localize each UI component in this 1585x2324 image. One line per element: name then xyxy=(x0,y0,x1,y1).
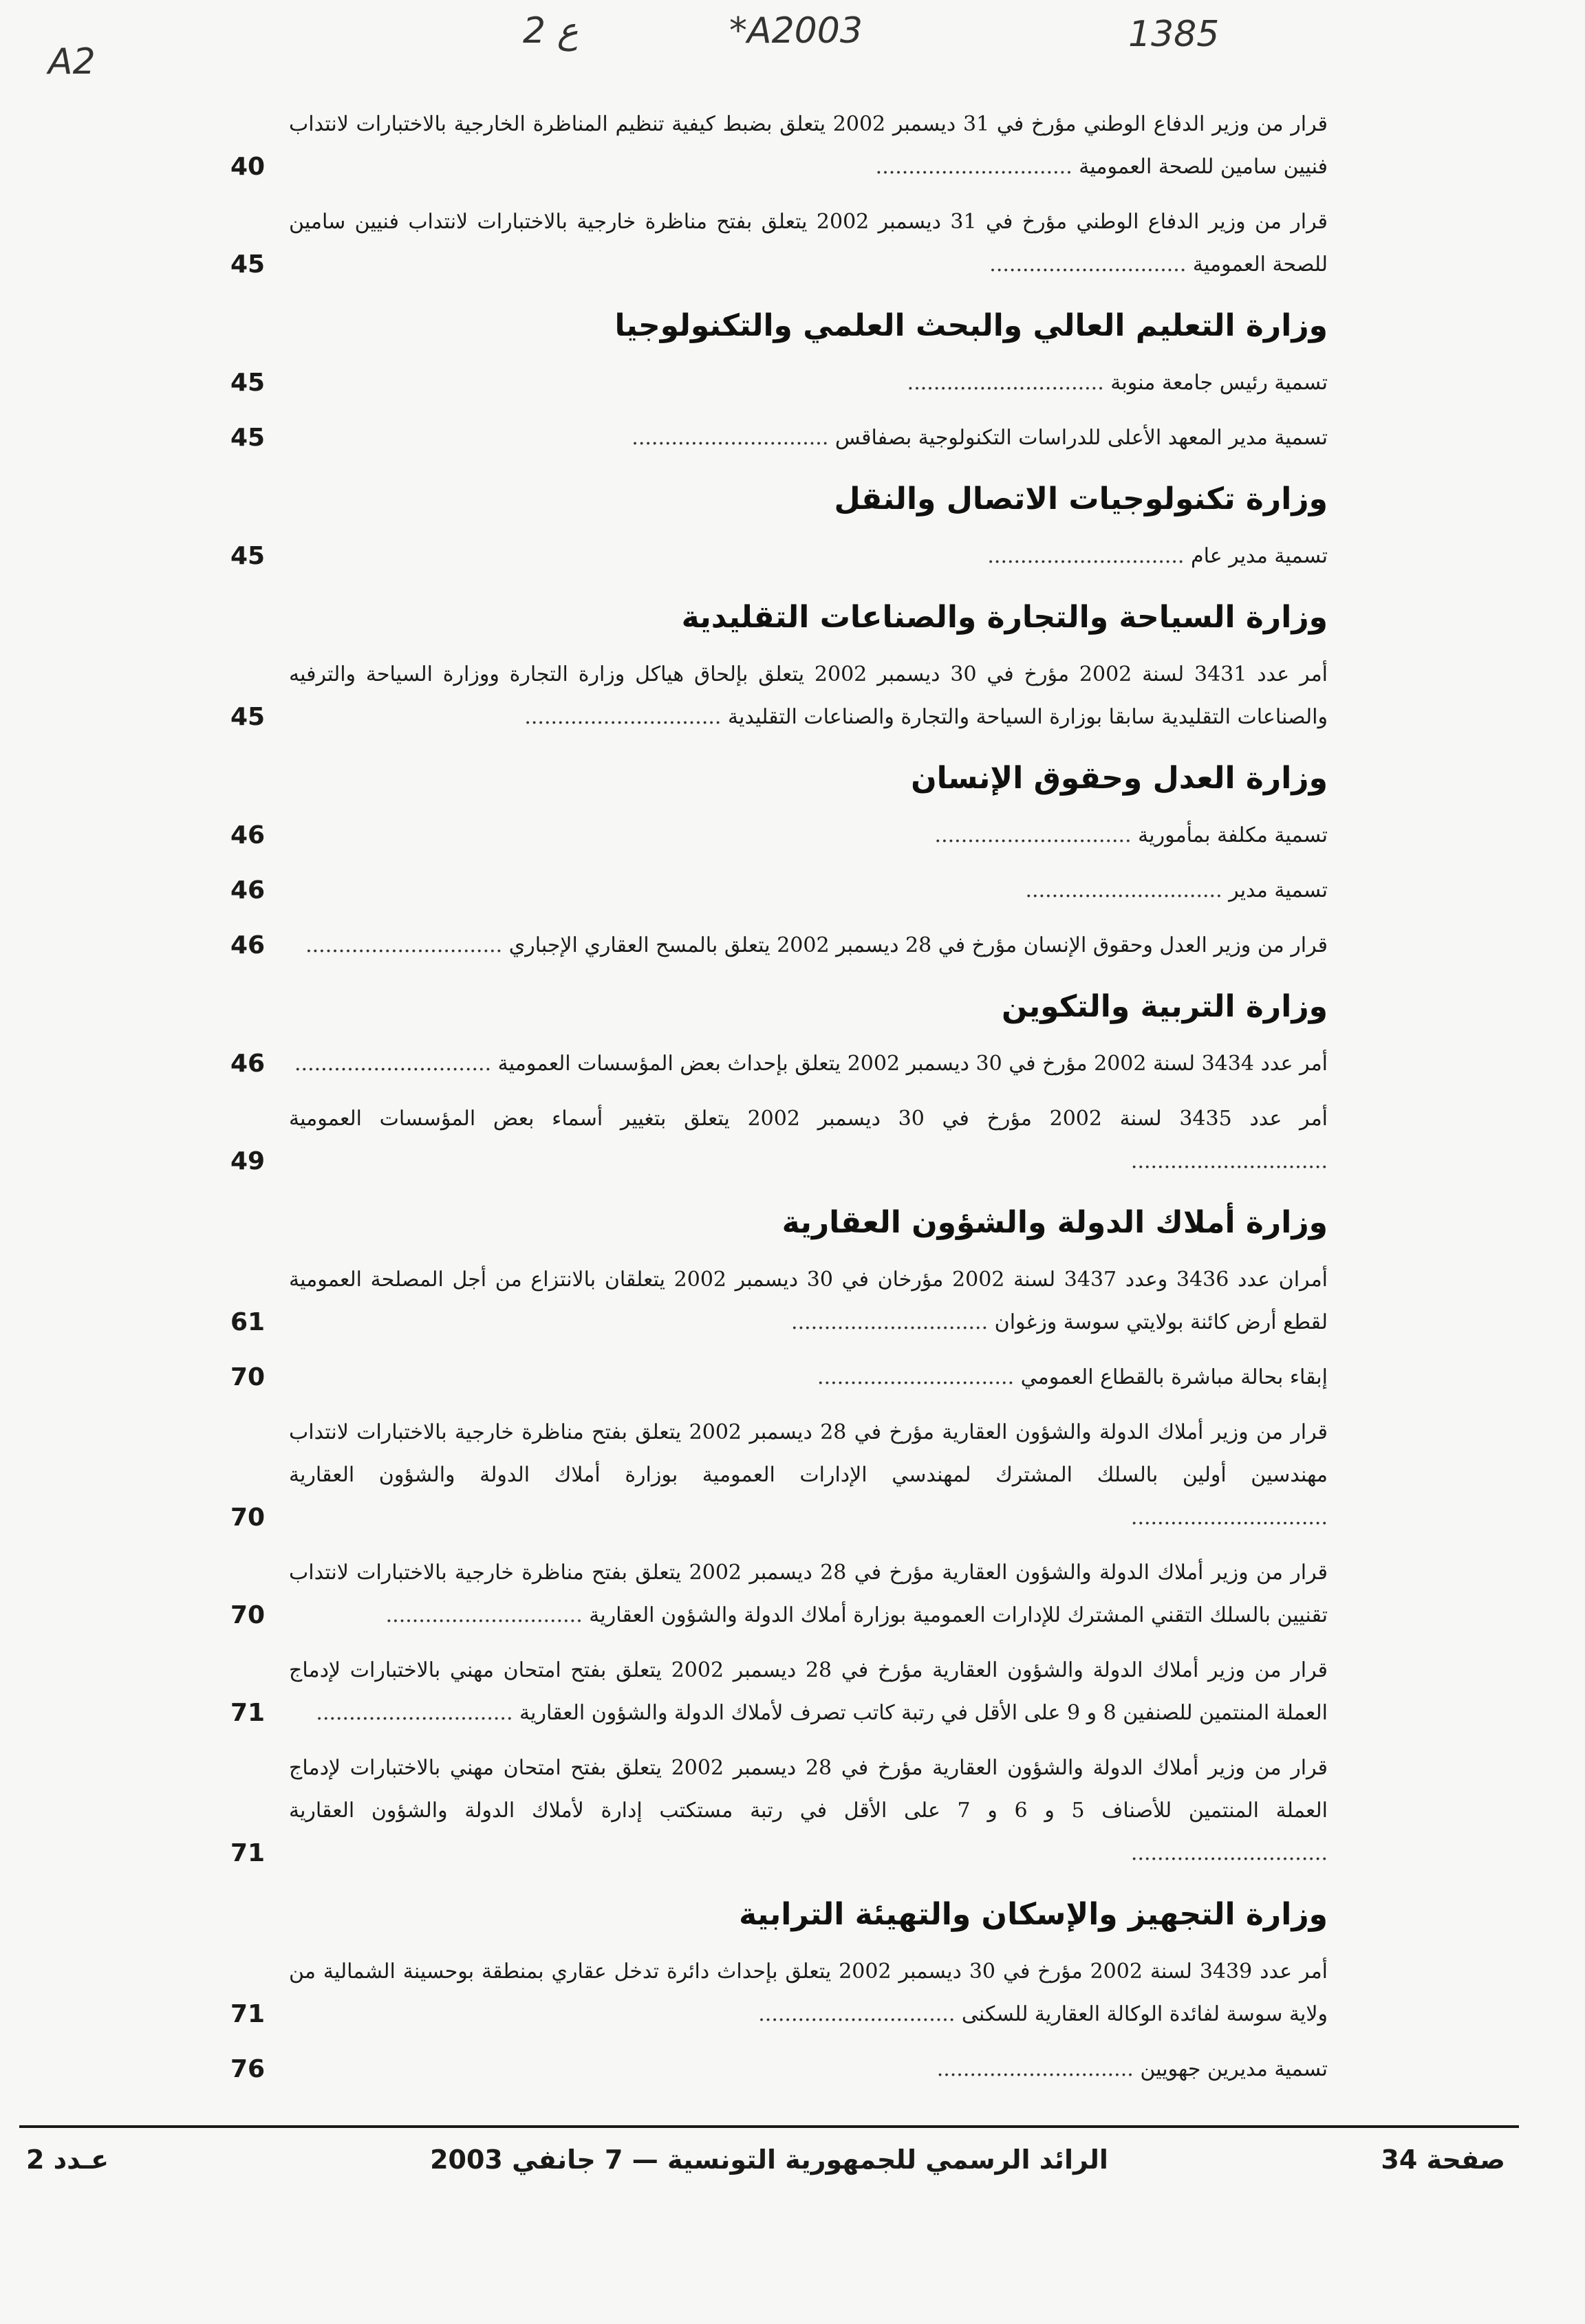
toc-entry xyxy=(206,1552,1328,1637)
section-title: وزارة السياحة والتجارة والصناعات التقليدية xyxy=(681,600,1328,635)
leader-dots: .............................. xyxy=(989,252,1193,276)
leader-dots: .............................. xyxy=(1130,1841,1328,1865)
toc-entry xyxy=(206,1649,1328,1735)
entry-page-number: 46 xyxy=(230,821,266,849)
entry-description: قرار من وزير العدل وحقوق الإنسان مؤرخ في 28 ديسمبر 2002 يتعلق بالمسح العقاري الإجباري xyxy=(508,933,1328,957)
entry-page-number: 45 xyxy=(230,542,266,570)
handwritten-note-top-mid1: 2 ع xyxy=(523,10,579,52)
toc-entry xyxy=(206,1259,1328,1344)
table-of-contents xyxy=(206,103,1328,2103)
section-title: وزارة أملاك الدولة والشؤون العقارية xyxy=(781,1205,1328,1240)
entry-text xyxy=(289,1043,1328,1085)
entry-description: تسمية مكلفة بمأمورية xyxy=(1138,823,1328,847)
toc-entry xyxy=(206,2048,1328,2091)
leader-dots: .............................. xyxy=(294,1052,498,1076)
entry-text xyxy=(289,1552,1328,1637)
entry-description: تسمية رئيس جامعة منوبة xyxy=(1110,371,1328,395)
leader-dots: .............................. xyxy=(987,544,1191,568)
entry-text xyxy=(289,103,1328,188)
entry-text xyxy=(289,1356,1328,1399)
toc-section xyxy=(206,1889,1328,2091)
entry-description: قرار من وزير أملاك الدولة والشؤون العقارية مؤرخ في 28 ديسمبر 2002 يتعلق بفتح امتحان مهني بالاختبارات لإدماج العملة المنتمين للأصناف 5 و 6 و 7 على الأقل في رتبة مستكتب إدارة لأملاك الدولة والشؤون العقارية xyxy=(289,1756,1328,1823)
entry-description: أمر عدد 3431 لسنة 2002 مؤرخ في 30 ديسمبر 2002 يتعلق بإلحاق هياكل وزارة التجارة ووزارة السياحة والترفيه والصناعات التقليدية سابقا بوزارة السياحة والتجارة والصناعات التقليدية xyxy=(289,662,1328,729)
entry-page-number: 70 xyxy=(230,1503,266,1532)
entry-text xyxy=(289,535,1328,578)
leader-dots: .............................. xyxy=(934,823,1139,847)
leader-dots: .............................. xyxy=(817,1365,1021,1389)
entry-page-number: 71 xyxy=(230,2000,266,2028)
toc-entry xyxy=(206,1411,1328,1539)
entry-page-number: 61 xyxy=(230,1308,266,1336)
entry-description: قرار من وزير أملاك الدولة والشؤون العقارية مؤرخ في 28 ديسمبر 2002 يتعلق بفتح مناظرة خارجية بالاختبارات لانتداب مهندسين أولين بالسلك المشترك لمهندسي الإدارات العمومية بوزارة أملاك الدولة والشؤون العقارية xyxy=(289,1420,1328,1487)
entry-text xyxy=(289,924,1328,967)
entry-description: إبقاء بحالة مباشرة بالقطاع العمومي xyxy=(1020,1365,1328,1389)
entry-text xyxy=(289,814,1328,857)
handwritten-note-top-mid2: *A2003 xyxy=(729,10,863,52)
entry-page-number: 70 xyxy=(230,1601,266,1629)
entry-description: أمر عدد 3434 لسنة 2002 مؤرخ في 30 ديسمبر 2002 يتعلق بإحداث بعض المؤسسات العمومية xyxy=(497,1052,1328,1076)
entry-description: قرار من وزير أملاك الدولة والشؤون العقارية مؤرخ في 28 ديسمبر 2002 يتعلق بفتح مناظرة خارجية بالاختبارات لانتداب تقنيين بالسلك التقني المشترك للإدارات العمومية بوزارة أملاك الدولة والشؤون العقارية xyxy=(289,1561,1328,1627)
entry-page-number: 71 xyxy=(230,1839,266,1867)
toc-entry xyxy=(206,103,1328,188)
toc-section xyxy=(206,752,1328,967)
leader-dots: .............................. xyxy=(524,705,728,729)
toc-section xyxy=(206,300,1328,459)
toc-section xyxy=(206,981,1328,1183)
leader-dots: .............................. xyxy=(791,1310,995,1334)
leader-dots: .............................. xyxy=(758,2002,962,2026)
section-title: وزارة التعليم العالي والبحث العلمي والتكنولوجيا xyxy=(614,308,1328,343)
entry-description: تسمية مدير المعهد الأعلى للدراسات التكنولوجية بصفاقس xyxy=(834,426,1328,450)
leader-dots: .............................. xyxy=(936,2057,1141,2081)
entry-description: قرار من وزير الدفاع الوطني مؤرخ في 31 ديسمبر 2002 يتعلق بضبط كيفية تنظيم المناظرة الخارجية بالاختبارات لانتداب فنيين سامين للصحة العمومية xyxy=(289,112,1328,179)
entry-text xyxy=(289,653,1328,739)
toc-entry xyxy=(206,924,1328,967)
entry-text xyxy=(289,869,1328,912)
entry-page-number: 70 xyxy=(230,1363,266,1391)
toc-entry xyxy=(206,814,1328,857)
toc-entry xyxy=(206,417,1328,459)
entry-description: أمران عدد 3436 وعدد 3437 لسنة 2002 مؤرخان في 30 ديسمبر 2002 يتعلقان بالانتزاع من أجل المصلحة العمومية لقطع أرض كائنة بولايتي سوسة وزغوان xyxy=(289,1268,1328,1334)
entry-page-number: 45 xyxy=(230,369,266,397)
entry-text xyxy=(289,2048,1328,2091)
entry-page-number: 46 xyxy=(230,1050,266,1078)
entry-text xyxy=(289,1649,1328,1735)
section-title: وزارة تكنولوجيات الاتصال والنقل xyxy=(834,481,1328,517)
section-title: وزارة التربية والتكوين xyxy=(1001,989,1328,1024)
leader-dots: .............................. xyxy=(632,426,835,450)
toc-entry xyxy=(206,362,1328,404)
footer-page-number: صفحة 34 xyxy=(1381,2144,1505,2175)
toc-entry xyxy=(206,201,1328,286)
entry-description: تسمية مدير xyxy=(1229,878,1328,902)
leader-dots: .............................. xyxy=(305,933,509,957)
leader-dots: .............................. xyxy=(1025,878,1229,902)
entry-text xyxy=(289,1098,1328,1183)
entry-text xyxy=(289,1747,1328,1875)
entry-page-number: 46 xyxy=(230,876,266,904)
entry-page-number: 40 xyxy=(230,153,266,181)
footer-journal-title: الرائد الرسمي للجمهورية التونسية — 7 جانفي 2003 xyxy=(430,2144,1108,2175)
leader-dots: .............................. xyxy=(385,1603,590,1627)
handwritten-note-top-right: 1385 xyxy=(1128,14,1220,55)
entry-page-number: 45 xyxy=(230,250,266,279)
footer-rule xyxy=(19,2125,1519,2128)
section-title: وزارة العدل وحقوق الإنسان xyxy=(911,761,1328,796)
toc-entry xyxy=(206,1356,1328,1399)
section-title: وزارة التجهيز والإسكان والتهيئة الترابية xyxy=(739,1897,1328,1932)
toc-entry xyxy=(206,535,1328,578)
toc-section xyxy=(206,591,1328,739)
entry-page-number: 46 xyxy=(230,931,266,959)
entry-page-number: 45 xyxy=(230,703,266,731)
toc-section xyxy=(206,1197,1328,1875)
entry-text xyxy=(289,362,1328,404)
entry-text xyxy=(289,417,1328,459)
leader-dots: .............................. xyxy=(875,155,1079,179)
entry-text xyxy=(289,1259,1328,1344)
leader-dots: .............................. xyxy=(1130,1149,1328,1173)
entry-page-number: 76 xyxy=(230,2055,266,2083)
leader-dots: .............................. xyxy=(316,1701,520,1725)
entry-description: تسمية مديرين جهويين xyxy=(1140,2057,1328,2081)
toc-section xyxy=(206,103,1328,286)
entry-description: أمر عدد 3435 لسنة 2002 مؤرخ في 30 ديسمبر 2002 يتعلق بتغيير أسماء بعض المؤسسات العمومية xyxy=(289,1107,1328,1131)
entry-text xyxy=(289,1951,1328,2036)
toc-entry xyxy=(206,1098,1328,1183)
entry-page-number: 71 xyxy=(230,1699,266,1727)
toc-section xyxy=(206,473,1328,578)
entry-description: تسمية مدير عام xyxy=(1191,544,1328,568)
toc-entry xyxy=(206,869,1328,912)
entry-description: قرار من وزير الدفاع الوطني مؤرخ في 31 ديسمبر 2002 يتعلق بفتح مناظرة خارجية بالاختبارات لانتداب فنيين سامين للصحة العمومية xyxy=(289,210,1328,276)
entry-description: قرار من وزير أملاك الدولة والشؤون العقارية مؤرخ في 28 ديسمبر 2002 يتعلق بفتح امتحان مهني بالاختبارات لإدماج العملة المنتمين للصنفين 8 و 9 على الأقل في رتبة كاتب تصرف لأملاك الدولة والشؤون العقارية xyxy=(289,1658,1328,1725)
leader-dots: .............................. xyxy=(1130,1506,1328,1530)
entry-text xyxy=(289,1411,1328,1539)
handwritten-note-top-left: A2 xyxy=(48,41,96,83)
entry-page-number: 49 xyxy=(230,1147,266,1175)
toc-entry xyxy=(206,1747,1328,1875)
toc-entry xyxy=(206,653,1328,739)
page-footer xyxy=(19,2132,1519,2187)
entry-description: أمر عدد 3439 لسنة 2002 مؤرخ في 30 ديسمبر 2002 يتعلق بإحداث دائرة تدخل عقاري بمنطقة بوحسينة الشمالية من ولاية سوسة لفائدة الوكالة العقارية للسكنى xyxy=(289,1959,1328,2026)
footer-issue-number: عـدد 2 xyxy=(26,2144,109,2175)
entry-text xyxy=(289,201,1328,286)
toc-entry xyxy=(206,1951,1328,2036)
entry-page-number: 45 xyxy=(230,424,266,452)
toc-entry xyxy=(206,1043,1328,1085)
leader-dots: .............................. xyxy=(907,371,1111,395)
